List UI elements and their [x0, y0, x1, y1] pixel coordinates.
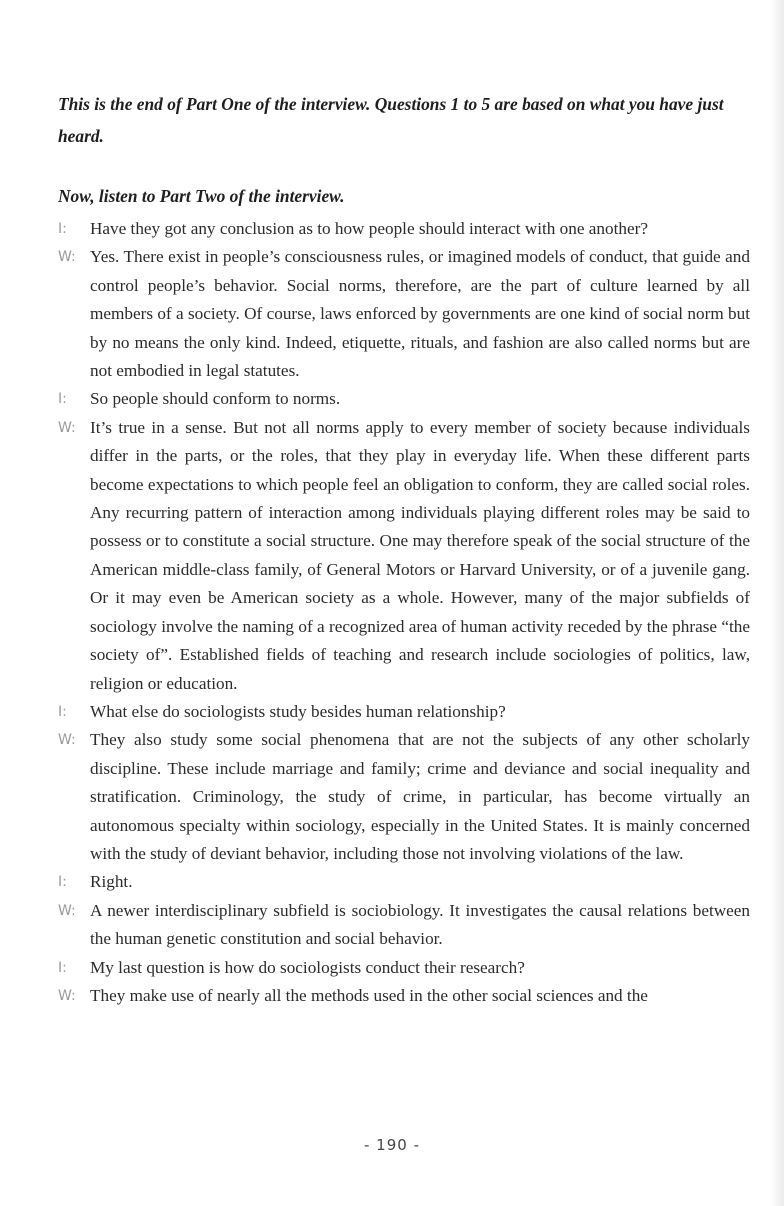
speech-text: A newer interdisciplinary subfield is sociobiology. It investigates the causal relations between the human genetic constitution and social behavior. — [90, 900, 750, 949]
speech-text: It’s true in a sense. But not all norms apply to every member of society because individuals differ in the parts, or the roles, that they play in everyday life. When these different parts become expectations to which people feel an obligation to conform, they are called social roles. Any recurring pattern of interaction among individuals playing different roles may be said to possess or to constitute a social structure. One may therefore speak of the social structure of the American middle-class family, of General Motors or Harvard University, or of a juvenile gang. Or it may even be American society as a whole. However, many of the major subfields of sociology involve the naming of a recognized area of human activity receded by the phrase “the society of”. Established fields of teaching and research include sociologies of politics, law, religion or education. — [90, 417, 750, 693]
dialogue-turn — [58, 414, 750, 698]
dialogue-turn — [58, 698, 750, 726]
speech-text: They make use of nearly all the methods used in the other social sciences and the — [90, 985, 648, 1005]
speech-text: Yes. There exist in people’s consciousness rules, or imagined models of conduct, that guide and control people’s behavior. Social norms, therefore, are the part of culture learned by all members of a society. Of course, laws enforced by governments are one kind of social norm but by no means the only kind. Indeed, etiquette, rituals, and fashion are also called norms but are not embodied in legal statutes. — [90, 247, 750, 381]
dialogue-turn — [58, 868, 750, 896]
speaker-label: W: — [58, 987, 76, 1004]
page-number: - 190 - — [364, 1136, 420, 1154]
speech-text: Right. — [90, 872, 133, 892]
part-two-heading: Now, listen to Part Two of the interview. — [58, 186, 345, 206]
dialogue-turn — [58, 982, 750, 1010]
speaker-label: I: — [58, 221, 67, 237]
speaker-label: I: — [58, 874, 67, 891]
dialogue-turn — [58, 215, 750, 243]
speaker-label: W: — [58, 419, 76, 436]
speaker-label: I: — [58, 959, 67, 976]
speaker-label: I: — [58, 391, 67, 408]
part-one-end-instruction: This is the end of Part One of the interview. Questions 1 to 5 are based on what you have just heard. — [58, 94, 724, 146]
speech-text: What else do sociologists study besides human relationship? — [90, 701, 506, 721]
interview-dialogue — [58, 215, 750, 1010]
page-edge-shadow — [770, 0, 784, 1206]
speaker-label: W: — [58, 732, 76, 749]
speaker-label: W: — [58, 249, 76, 266]
dialogue-turn — [58, 243, 750, 385]
speech-text: My last question is how do sociologists conduct their research? — [90, 957, 525, 977]
speaker-label: W: — [58, 902, 76, 919]
dialogue-turn — [58, 385, 750, 413]
dialogue-turn — [58, 954, 750, 982]
dialogue-turn — [58, 897, 750, 954]
speech-text: So people should conform to norms. — [90, 389, 341, 409]
speaker-label: I: — [58, 703, 67, 720]
speech-text: Have they got any conclusion as to how people should interact with one another? — [90, 219, 648, 238]
dialogue-turn — [58, 726, 750, 868]
speech-text: They also study some social phenomena that are not the subjects of any other scholarly discipline. These include marriage and family; crime and deviance and social inequality and stratification. Criminology, the study of crime, in particular, has become virtually an autonomous specialty within sociology, especially in the United States. It is mainly concerned with the study of deviant behavior, including those not involving violations of the law. — [90, 730, 750, 863]
